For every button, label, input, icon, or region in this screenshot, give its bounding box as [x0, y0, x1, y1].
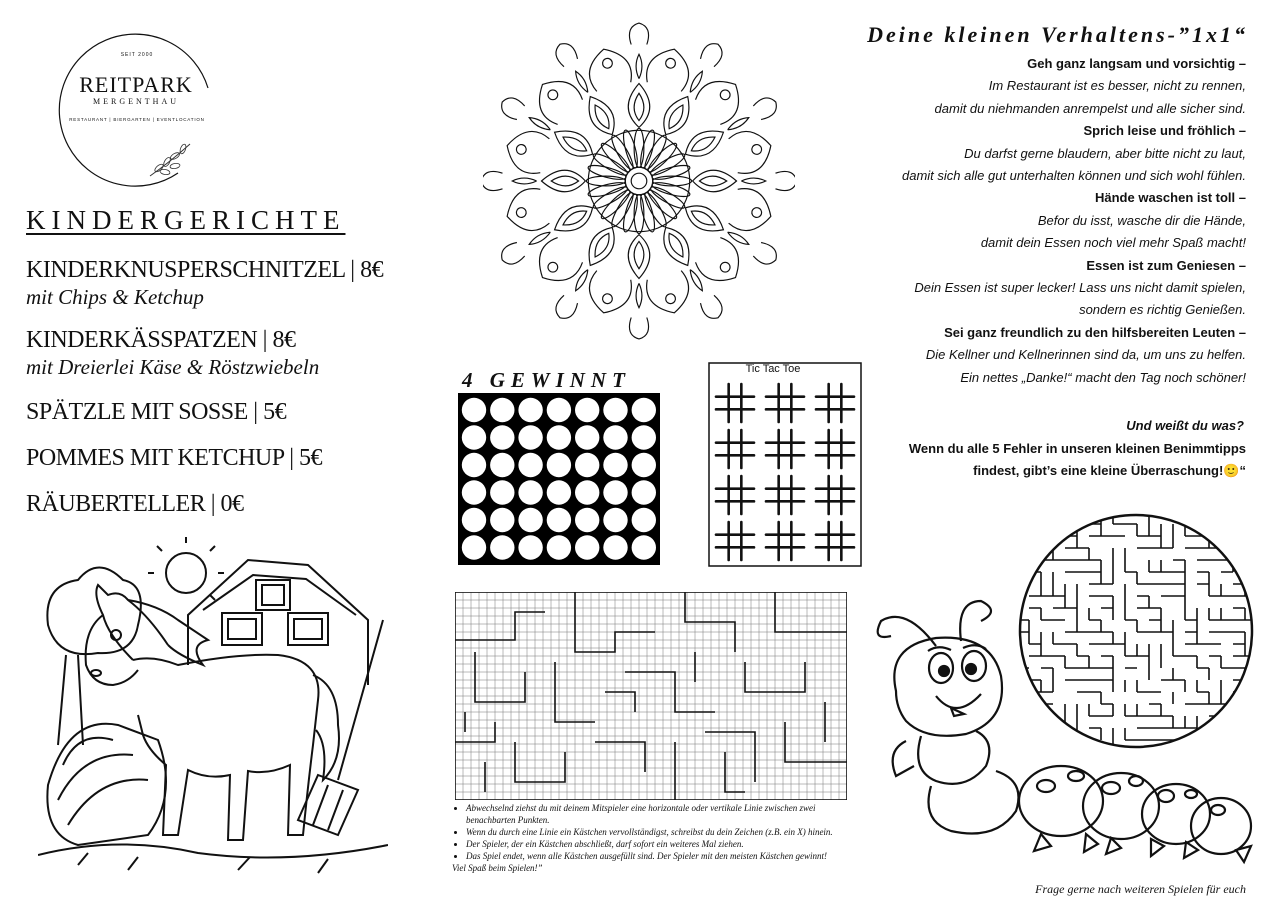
connect-four-hole [575, 398, 599, 422]
connect-four-hole [490, 535, 514, 559]
connect-four-hole [603, 425, 627, 449]
connect-four-hole [462, 398, 486, 422]
connect-four-hole [603, 480, 627, 504]
logo-tagline: RESTAURANT | BIERGARTEN | EVENTLOCATION [69, 117, 205, 122]
connect-four-hole [632, 480, 656, 504]
connect-four-hole [462, 480, 486, 504]
mandala-icon [483, 16, 795, 346]
game-instructions [452, 802, 862, 874]
connect-four-hole [575, 508, 599, 532]
connect-four-hole [632, 508, 656, 532]
tictactoe-grid [816, 476, 854, 514]
instruction-item: • Abwechselnd ziehst du mit deinem Mitspieler eine horizontale oder vertikale Linie zwischen zwei benachbarten Punkten. [466, 802, 862, 826]
logo-since: SEIT 2000 [120, 52, 154, 58]
connect-four-hole [518, 398, 542, 422]
connect-four-board [458, 393, 660, 565]
rule-text: Die Kellner und Kellnerinnen sind da, um uns zu helfen. [925, 347, 1246, 363]
instruction-item: • Der Spieler, der ein Kästchen abschließt, darf sofort ein weiteres Mal ziehen. [466, 838, 862, 850]
instruction-item: • Wenn du durch eine Linie ein Kästchen vervollständigst, schreibst du dein Zeichen (z.B. ein X) hinein. [466, 826, 862, 838]
rule-text: Ein nettes „Danke!“ macht den Tag noch schöner! [960, 369, 1246, 385]
rule-text: damit sich alle gut unterhalten können und sich wohl fühlen. [902, 168, 1246, 183]
connect-four-hole [462, 508, 486, 532]
tictactoe-grid [716, 384, 754, 422]
tictactoe-grid [816, 430, 854, 468]
rule-text: Im Restaurant ist es besser, nicht zu rennen, [988, 78, 1246, 94]
connect-four-hole [575, 480, 599, 504]
connect-four-hole [547, 480, 571, 504]
connect-four-hole [547, 453, 571, 477]
connect-four-hole [490, 508, 514, 532]
tictactoe-frame [708, 362, 862, 567]
logo-name: REITPARK [79, 72, 193, 97]
connect-four-hole [632, 535, 656, 559]
rule-text: sondern es richtig Genießen. [1079, 302, 1246, 318]
connect-four-title: 4 GEWINNT [462, 368, 631, 392]
rule-heading: Sei ganz freundlich zu den hilfsbereiten Leuten – [944, 324, 1246, 340]
leaf-branch-icon [145, 140, 195, 180]
rule-text: damit dein Essen noch viel mehr Spaß macht! [980, 235, 1246, 251]
caterpillar-coloring-icon [866, 596, 1258, 876]
connect-four-hole [490, 425, 514, 449]
connect-four-hole [490, 398, 514, 422]
connect-four-hole [632, 425, 656, 449]
tictactoe-grid [716, 430, 754, 468]
connect-four-hole [490, 453, 514, 477]
connect-four-hole [547, 398, 571, 422]
rule-heading: Hände waschen ist toll – [1095, 190, 1246, 206]
rule-heading: Geh ganz langsam und vorsichtig – [1027, 56, 1246, 71]
connect-four-hole [518, 425, 542, 449]
tictactoe-grid [766, 522, 804, 560]
rule-heading: Essen ist zum Geniesen – [1086, 257, 1246, 273]
connect-four-hole [462, 425, 486, 449]
dish-description: mit Dreierlei Käse & Röstzwiebeln [26, 355, 320, 379]
connect-four-hole [518, 508, 542, 532]
connect-four-hole [490, 480, 514, 504]
dish-name: POMMES MIT KETCHUP | 5€ [26, 445, 323, 471]
connect-four-hole [462, 453, 486, 477]
connect-four-hole [603, 508, 627, 532]
rule-text: damit du niehmanden anrempelst und alle sicher sind. [934, 100, 1246, 116]
connect-four-hole [518, 480, 542, 504]
connect-four-hole [575, 425, 599, 449]
connect-four-hole [632, 453, 656, 477]
instructions-closing: Viel Spaß beim Spielen!” [452, 863, 543, 873]
surprise-line: Wenn du alle 5 Fehler in unseren kleinen Benimmtipps [908, 441, 1246, 456]
tictactoe-title: Tic Tac Toe [745, 363, 801, 375]
connect-four-hole [603, 398, 627, 422]
tictactoe-grid [816, 384, 854, 422]
tictactoe-grid [766, 430, 804, 468]
connect-four-hole [547, 535, 571, 559]
connect-four-hole [547, 508, 571, 532]
footer-note: Frage gerne nach weiteren Spielen für euch [1035, 882, 1246, 896]
connect-four-hole [603, 453, 627, 477]
dish-name: RÄUBERTELLER | 0€ [26, 491, 244, 517]
instruction-item: • Das Spiel endet, wenn alle Kästchen ausgefüllt sind. Der Spieler mit den meisten Kästchen gewinnt! [466, 850, 862, 862]
tictactoe-grid [766, 384, 804, 422]
tictactoe-grid [716, 476, 754, 514]
dots-and-boxes-grid [455, 592, 847, 800]
menu-heading: KINDERGERICHTE [26, 205, 346, 235]
horse-coloring-icon [38, 535, 388, 895]
rules-title: Deine kleinen Verhaltens-”1x1“ [867, 22, 1248, 47]
surprise-line: Und weißt du was? [1126, 418, 1244, 433]
rule-heading: Sprich leise und fröhlich – [1083, 123, 1246, 139]
dish-description: mit Chips & Ketchup [26, 285, 204, 309]
connect-four-hole [575, 453, 599, 477]
dish-name: KINDERKNUSPERSCHNITZEL | 8€ [26, 257, 384, 283]
rule-text: Befor du isst, wasche dir die Hände, [1037, 212, 1246, 228]
connect-four-hole [518, 535, 542, 559]
dish-name: SPÄTZLE MIT SOSSE | 5€ [26, 399, 287, 425]
connect-four-hole [547, 425, 571, 449]
logo-subtitle: MERGENTHAU [93, 97, 179, 106]
surprise-line: findest, gibt’s eine kleine Überraschung!🙂“ [973, 463, 1246, 478]
connect-four-hole [632, 398, 656, 422]
tictactoe-grid [766, 476, 804, 514]
tictactoe-grid [716, 522, 754, 560]
connect-four-hole [603, 535, 627, 559]
rule-text: Du darfst gerne blaudern, aber bitte nicht zu laut, [964, 145, 1246, 161]
connect-four-hole [518, 453, 542, 477]
connect-four-hole [462, 535, 486, 559]
dish-name: KINDERKÄSSPATZEN | 8€ [26, 327, 296, 353]
rule-text: Dein Essen ist super lecker! Lass uns nicht damit spielen, [914, 280, 1246, 295]
tictactoe-grid [816, 522, 854, 560]
connect-four-hole [575, 535, 599, 559]
